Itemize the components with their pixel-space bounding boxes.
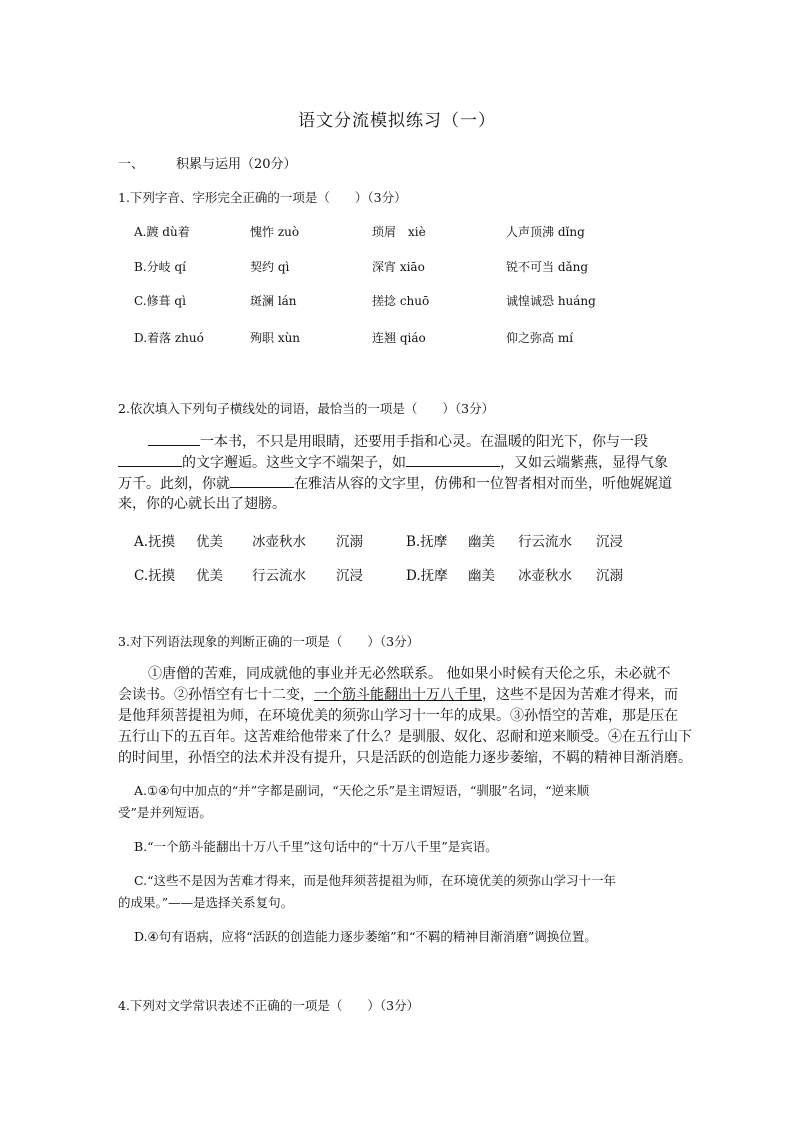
question-2-passage-line-3	[118, 473, 678, 495]
question-2-option-cell: C.抚摸	[134, 568, 176, 584]
question-3-option-b: B.“一个筋斗能翻出十万八千里”这句话中的“十万八千里”是宾语。	[134, 839, 498, 854]
passage-text: 的文字邂逅。这些文字不端架子，如	[182, 455, 406, 471]
question-2-option-cell: 沉溺	[596, 568, 623, 584]
blank-1	[148, 431, 200, 446]
question-3-option-a-line-2: 受”是并列短语。	[118, 805, 212, 820]
question-1-option-cell: 愧怍 zuò	[250, 225, 300, 239]
question-1-option-cell: 人声顶沸 dǐng	[506, 225, 585, 239]
question-2-option-cell: B.抚摩	[406, 534, 448, 550]
question-2-option-cell: D.抚摩	[406, 568, 448, 584]
question-3-passage-line-2	[118, 685, 678, 706]
question-3-option-c-line-1: C.“这些不是因为苦难才得来，而是他拜须菩提祖为师，在环境优美的须弥山学习十一年	[134, 873, 616, 888]
question-1-option-cell: 诚惶诚恐 huáng	[506, 294, 596, 308]
section-number: 一、	[118, 157, 145, 172]
question-4-stem: 4.下列对文学常识表述不正确的一项是（ ）（3分）	[118, 998, 420, 1013]
question-2-passage-line-2	[118, 452, 678, 474]
question-1-option-cell: B.分岐 qí	[134, 260, 186, 274]
blank-3	[406, 452, 500, 467]
question-2-option-cell: 行云流水	[252, 568, 306, 584]
question-2-option-cell: 冰壶秋水	[252, 534, 306, 550]
question-2-option-cell: 幽美	[468, 568, 495, 584]
question-1-option-cell: C.修葺 qì	[134, 294, 186, 308]
question-1-option-cell: D.着落 zhuó	[134, 331, 204, 345]
question-2-passage-line-1	[118, 431, 678, 453]
question-1-option-cell: A.踱 dù着	[134, 225, 190, 239]
question-2-option-cell: 行云流水	[518, 534, 572, 550]
passage-text: 一本书，不只是用眼睛，还要用手指和心灵。在温暖的阳光下，你与一段	[200, 434, 648, 450]
question-1-option-cell: 琐屑 xiè	[372, 225, 426, 239]
underlined-phrase: 一个筋斗能翻出十万八千里	[314, 687, 482, 703]
question-3-passage-line-4: 五行山下的五百年。这苦难给他带来了什么？是驯服、奴化、忍耐和逆来顺受。④在五行山下	[118, 729, 692, 745]
question-3-passage-line-1: ①唐僧的苦难，同成就他的事业并无必然联系。 他如果小时候有天伦之乐，未必就不	[148, 666, 671, 682]
question-1-option-cell: 搓捻 chuō	[372, 294, 430, 308]
question-1-option-cell: 深宵 xiāo	[372, 260, 425, 274]
blank-4	[230, 473, 294, 488]
section-title: 积累与运用（20分）	[176, 157, 297, 172]
question-1-option-cell: 契约 qì	[250, 260, 290, 274]
passage-text: 在雅洁从容的文字里，仿佛和一位智者相对而坐，听他娓娓道	[294, 476, 672, 492]
question-2-option-cell: 沉浸	[336, 568, 363, 584]
question-1-option-cell: 连翘 qiáo	[372, 331, 426, 345]
passage-text: ，这些不是因为苦难才得来，而	[482, 687, 678, 703]
question-2-option-cell: 冰壶秋水	[518, 568, 572, 584]
question-3-stem: 3.对下列语法现象的判断正确的一项是（ ）（3分）	[118, 634, 420, 649]
question-3-passage-line-3: 是他拜须菩提祖为师，在环境优美的须弥山学习十一年的成果。③孙悟空的苦难，那是压在	[118, 708, 678, 724]
question-2-passage-line-4: 来，你的心就长出了翅膀。	[118, 496, 286, 512]
question-1-stem: 1.下列字音、字形完全正确的一项是（ ）（3分）	[118, 190, 407, 205]
question-2-stem: 2.依次填入下列句子横线处的词语，最恰当的一项是（ ）（3分）	[118, 401, 495, 416]
page-title: 语文分流模拟练习（一）	[298, 111, 496, 131]
question-2-option-cell: A.抚摸	[134, 534, 176, 550]
question-1-option-cell: 锐不可当 dǎng	[506, 260, 589, 274]
question-2-option-cell: 优美	[196, 568, 223, 584]
question-2-option-cell: 沉溺	[336, 534, 363, 550]
question-3-option-a-line-1: A.①④句中加点的“并”字都是副词，“天伦之乐”是主谓短语，“驯服”名词，“逆来顺	[134, 783, 590, 798]
question-1-option-cell: 仰之弥高 mí	[506, 331, 574, 345]
question-1-option-cell: 殉职 xùn	[250, 331, 301, 345]
question-3-passage-line-5: 的时间里，孙悟空的法术并没有提升，只是活跃的创造能力逐步萎缩，不羁的精神目渐消磨。	[118, 750, 692, 766]
passage-text: 万千。此刻，你就	[118, 476, 230, 492]
question-2-option-cell: 优美	[196, 534, 223, 550]
question-2-option-cell: 沉浸	[596, 534, 623, 550]
question-2-option-cell: 幽美	[468, 534, 495, 550]
blank-2	[118, 452, 182, 467]
question-3-option-d: D.④句有语病，应将“活跃的创造能力逐步萎缩”和“不羁的精神目渐消磨”调换位置。	[134, 929, 597, 944]
passage-text: ，又如云端紫燕，显得气象	[500, 455, 668, 471]
question-3-option-c-line-2: 的成果。”——是选择关系复句。	[118, 895, 294, 910]
passage-text: 会读书。②孙悟空有七十二变，	[118, 687, 314, 703]
question-1-option-cell: 斑澜 lán	[250, 294, 297, 308]
